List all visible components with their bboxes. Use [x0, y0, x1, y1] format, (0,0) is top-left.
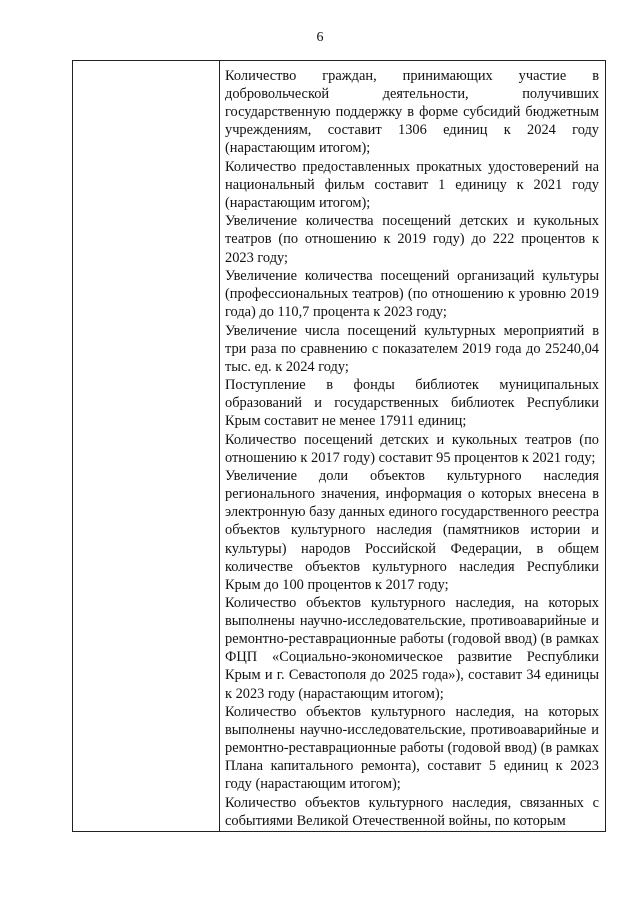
page-number: 6 — [316, 30, 324, 45]
indicator-paragraph: Увеличение количества посещений детских и кукольных театров (по отношению к 2019 году) до 222 процентов к 2023 году; — [225, 213, 599, 266]
table-right-cell — [225, 67, 599, 830]
indicator-paragraph: Количество объектов культурного наследия, связанных с событиями Великой Отечественной войны, по которым — [225, 794, 599, 829]
indicator-paragraph: Количество граждан, принимающих участие в добровольческой деятельности, получивших государственную поддержку в форме субсидий бюджетным учреждениям, составит 1306 единиц к 2024 году (нарастающим итогом); — [225, 68, 599, 157]
indicator-paragraph: Количество объектов культурного наследия, на которых выполнены научно-исследовательские, противоаварийные и ремонтно-реставрационные работы (годовой ввод) (в рамках ФЦП «Социально-экономическое развитие Республики Крым и г. Севастополя до 2025 года»), составит 34 единицы к 2023 году (нарастающим итогом); — [225, 595, 599, 702]
indicator-paragraph: Количество объектов культурного наследия, на которых выполнены научно-исследовательские, противоаварийные и ремонтно-реставрационные работы (годовой ввод) (в рамках Плана капитального ремонта), составит 5 единиц к 2023 году (нарастающим итогом); — [225, 703, 599, 793]
indicator-paragraph: Увеличение числа посещений культурных мероприятий в три раза по сравнению с показателем 2019 года до 25240,04 тыс. ед. к 2024 году; — [225, 322, 599, 375]
indicator-paragraph: Количество посещений детских и кукольных театров (по отношению к 2017 году) составит 95 процентов к 2021 году; — [225, 431, 599, 466]
indicator-paragraph: Поступление в фонды библиотек муниципальных образований и государственных библиотек Республики Крым составит не менее 17911 единиц; — [225, 377, 599, 430]
document-table — [72, 60, 606, 832]
indicator-paragraph: Увеличение количества посещений организаций культуры (профессиональных театров) (по отношению к уровню 2019 года) до 110,7 процента к 2023 году; — [225, 267, 599, 321]
indicator-paragraph: Увеличение доли объектов культурного наследия регионального значения, информация о которых внесена в электронную базу данных единого государственного реестра объектов культурного наследия (памятников истории и культуры) народов Российской Федерации, в общем количестве объектов культурного наследия Республики Крым до 100 процентов к 2017 году; — [225, 468, 599, 593]
indicator-paragraph: Количество предоставленных прокатных удостоверений на национальный фильм составит 1 единицу к 2021 году (нарастающим итогом); — [225, 158, 599, 211]
table-left-cell — [73, 61, 219, 831]
column-divider — [219, 61, 220, 831]
